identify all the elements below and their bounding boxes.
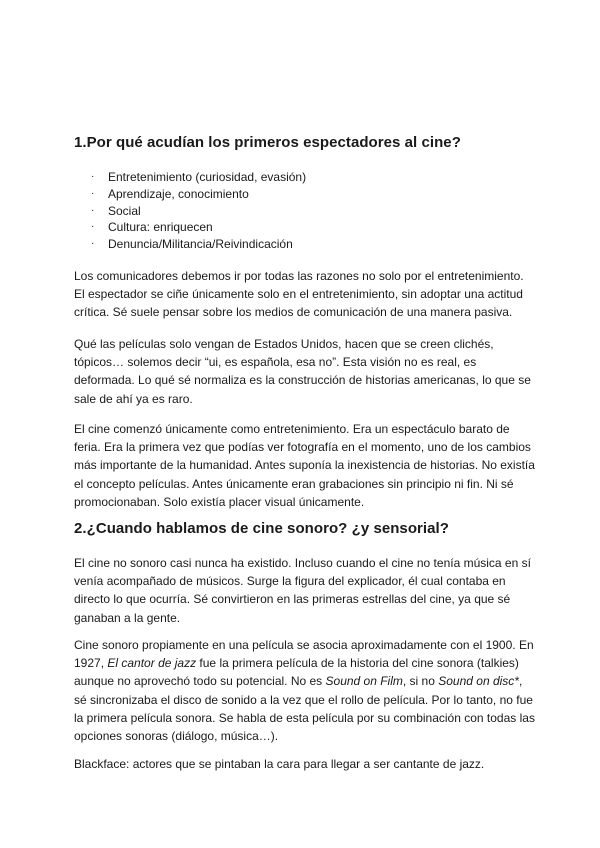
reasons-bullet-list xyxy=(74,169,494,253)
term-sound-on-film: Sound on Film xyxy=(325,674,403,689)
bullet-item: · Cultura: enriquecen xyxy=(91,220,213,235)
bullet-dot-icon: · xyxy=(91,204,95,216)
paragraph-us-films: Qué las películas solo vengan de Estados Unidos, hacen que se creen clichés, tópicos… solemos decir “ui, es española, esa no”. Esta visión no es real, es deformada. Lo qué sé normaliza es la construcción de historias americanas, lo que se sale de ahí ya es raro. xyxy=(74,337,531,406)
paragraph-communicators: Los comunicadores debemos ir por todas las razones no solo por el entretenimiento. El espectador se ciñe únicamente solo en el entretenimiento, sin adoptar una actitud crítica. Sé suele pensar sobre los medios de comunicación de una manera pasiva. xyxy=(74,269,524,320)
bullet-item: · Denuncia/Militancia/Reivindicación xyxy=(91,237,293,252)
bullet-item: · Social xyxy=(91,203,141,218)
film-title-jazz-singer: El cantor de jazz xyxy=(107,656,197,671)
section-2-heading: 2.¿Cuando hablamos de cine sonoro? ¿y sensorial? xyxy=(74,520,449,537)
bullet-dot-icon: · xyxy=(91,238,95,250)
term-sound-on-disc: Sound on disc* xyxy=(438,674,519,689)
bullet-dot-icon: · xyxy=(91,221,95,233)
bullet-item: · Entretenimiento (curiosidad, evasión) xyxy=(91,170,307,184)
paragraph-sound-cinema: Cine sonoro propiamente en una película se asocia aproximadamente con el 1900. En 1927, El cantor de jazz fue la primera película de la historia del cine sonora (talkies) aunque no aprovechó todo su potencial. No es Sound on Film, si no Sound on disc*, sé sincronizaba el disco de sonido a la vez que el rollo de película. Por lo tanto, no fue la primera película sonora. Se habla de esta película por su combinación con todas las opciones sonoras (diálogo, música…). xyxy=(74,638,535,744)
paragraph-silent-cinema: El cine no sonoro casi nunca ha existido. Incluso cuando el cine no tenía música en sí venía acompañado de músicos. Surge la figura del explicador, él cual contaba en directo lo que ocurría. Sé convirtieron en las primeras estrellas del cine, ya que sé ganaban a la gente. xyxy=(74,556,531,625)
bullet-dot-icon: · xyxy=(91,187,95,199)
section-1-heading: 1.Por qué acudían los primeros espectadores al cine? xyxy=(74,134,461,151)
bullet-item: · Aprendizaje, conocimiento xyxy=(91,186,249,201)
paragraph-blackface: Blackface: actores que se pintaban la cara para llegar a ser cantante de jazz. xyxy=(74,757,485,771)
paragraph-entertainment-origin: El cine comenzó únicamente como entretenimiento. Era un espectáculo barato de feria. Era la primera vez que podías ver fotografía en el momento, uno de los cambios más importante de la humanidad. Antes suponía la inexistencia de historias. No existía el concepto películas. Antes únicamente eran grabaciones sin principio ni fin. Ni sé promocionaban. Solo existía placer visual únicamente. xyxy=(74,422,535,509)
bullet-dot-icon: · xyxy=(91,171,95,182)
